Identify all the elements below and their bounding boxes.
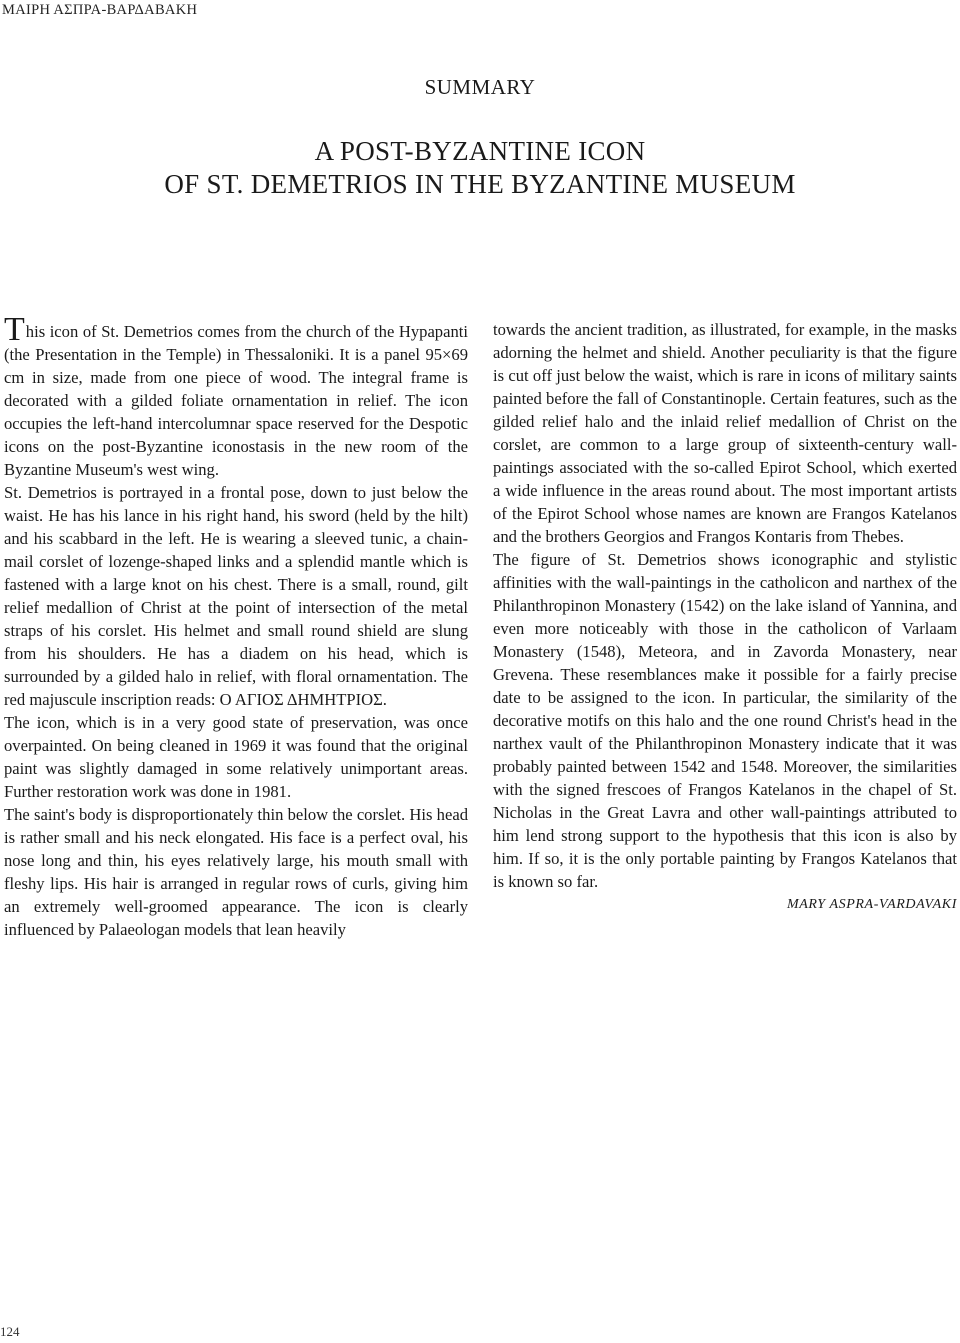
paragraph-5: towards the ancient tradition, as illustrated, for example, in the masks adorning the helmet and shield. Another peculiarity is that the figure is cut off just below the waist, which is rare in icons of military saints painted before the fall of Constantinople. Certain features, such as the gilded relief halo and the inlaid relief medallion of Christ on the corslet, are common to a large group of sixteenth-century wall-paintings associated with the so-called Epirot School, which exerted a wide influence in the areas round about. The most important artists of the Epirot School whose names are known are Frangos Katelanos and the brothers Georgios and Frangos Kontaris from Thebes.: [493, 320, 957, 546]
paragraph-4: The saint's body is disproportionately thin below the corslet. His head is rather small and his neck elongated. His face is a perfect oval, his nose long and thin, his eyes relatively large, his mouth small with fleshy lips. His hair is arranged in regular rows of curls, giving him an extremely well-groomed appearance. The icon is clearly influenced by Palaeologan models that lean heavily: [4, 805, 468, 939]
page-number: 124: [0, 1324, 20, 1339]
article-title-line-2: OF ST. DEMETRIOS IN THE BYZANTINE MUSEUM: [164, 169, 796, 199]
paragraph-3: The icon, which is in a very good state of preservation, was once overpainted. On being cleaned in 1969 it was found that the original paint was slightly damaged in some relatively unimportant areas. Further restoration work was done in 1981.: [4, 713, 468, 801]
paragraph-1-text: his icon of St. Demetrios comes from the church of the Hypapanti (the Presentation in the Temple) in Thessaloniki. It is a panel 95×69 cm in size, made from one piece of wood. The integral frame is decorated with a gilded foliate ornamentation in relief. The icon occupies the left-hand intercolumnar space reserved for the Despotic icons on the post-Byzantine iconostasis in the new room of the Byzantine Museum's west wing.: [4, 322, 468, 479]
running-head: ΜΑΙΡΗ ΑΣΠΡΑ-ΒΑΡΔΑΒΑΚΗ: [2, 2, 198, 18]
right-column: [493, 318, 957, 916]
summary-heading: SUMMARY: [424, 75, 536, 99]
drop-cap: T: [4, 311, 25, 348]
article-title-line-1: A POST-BYZANTINE ICON: [314, 136, 646, 166]
left-column: [4, 311, 468, 941]
paragraph-2: St. Demetrios is portrayed in a frontal pose, down to just below the waist. He has his lance in his right hand, his sword (held by the hilt) and his scabbard in the left. He is wearing a sleeved tunic, a chain-mail corslet of lozenge-shaped links and a splendid mantle which is fastened with a large knot on his chest. There is a small, round, gilt relief medallion of Christ at the point of intersection of the metal straps of his corslet. His helmet and small round shield are slung from his shoulders. He has a diadem on his head, which is surrounded by a gilded halo in relief, with floral ornamentation. The red majuscule inscription reads: Ο ΑΓΙΟΣ ΔΗΜΗΤΡΙΟΣ.: [4, 483, 468, 709]
author-signature: MARY ASPRA-VARDAVAKI: [786, 897, 957, 912]
article-title: [0, 135, 960, 201]
paragraph-1: [4, 311, 468, 481]
paragraph-6: The figure of St. Demetrios shows iconographic and stylistic affinities with the wall-paintings in the catholicon and narthex of the Philanthropinon Monastery (1542) on the lake island of Yannina, and even more noticeably with those in the catholicon of Varlaam Monastery (1548), Meteora, and in Zavorda Monastery, near Grevena. These resemblances make it possible for a fairly precise date to be assigned to the icon. In particular, the similarity of the decorative motifs on this halo and the one round Christ's head in the narthex vault of the Philanthropinon Monastery indicate that it was probably painted between 1542 and 1548. Moreover, the similarities with the signed frescoes of Frangos Katelanos in the chapel of St. Nicholas in the Great Lavra and other wall-paintings attributed to him lend strong support to the hypothesis that this icon is also by him. If so, it is the only portable painting by Frangos Katelanos that is known so far.: [493, 550, 957, 891]
